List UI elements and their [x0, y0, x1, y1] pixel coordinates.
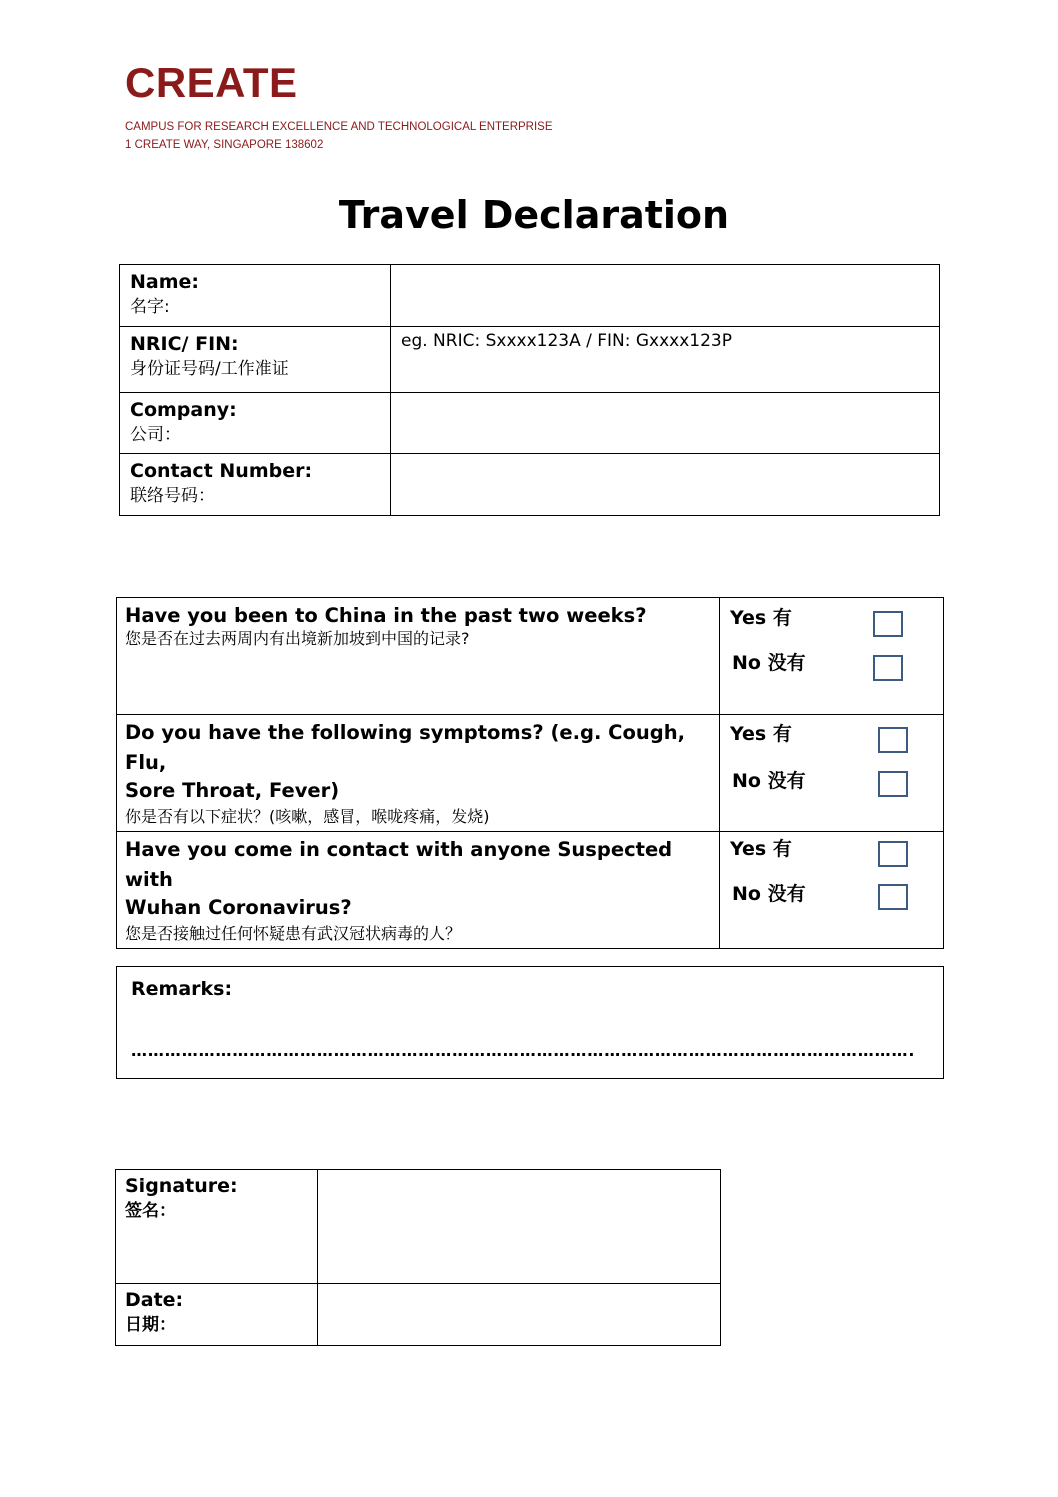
remarks-dotted-line: ………………………………………………………………………………………………………………………….: [131, 1041, 916, 1060]
question-text-zh: 您是否接触过任何怀疑患有武汉冠状病毒的人？: [125, 923, 462, 943]
date-label-cell: [116, 1284, 318, 1346]
no-label: No 没有: [732, 883, 806, 905]
question-text-zh: 你是否有以下症状？(咳嗽，感冒，喉咙疼痛，发烧): [125, 806, 490, 826]
name-label: Name:: [130, 271, 200, 293]
date-label-zh: 日期：: [125, 1314, 176, 1335]
contact-number-label-zh: 联络号码：: [130, 485, 215, 506]
question-symptoms: [117, 715, 720, 832]
company-label-zh: 公司：: [130, 424, 181, 445]
question-row-contact-suspected: [117, 832, 944, 949]
personal-info-table: [119, 264, 940, 516]
question-text: Have you come in contact with anyone Suspected with: [125, 838, 673, 892]
signature-table: [115, 1169, 721, 1346]
nric-label-cell: [120, 327, 391, 393]
remarks-box[interactable]: [116, 966, 944, 1079]
date-row: [116, 1284, 721, 1346]
company-label-cell: [120, 393, 391, 454]
signature-label-zh: 签名：: [125, 1200, 176, 1221]
name-label-cell: [120, 265, 391, 327]
nric-label: NRIC/ FIN:: [130, 333, 239, 355]
answer-cell-contact-suspected: [720, 832, 944, 949]
signature-label-cell: [116, 1170, 318, 1284]
organization-address: 1 CREATE WAY, SINGAPORE 138602: [125, 139, 324, 151]
no-checkbox[interactable]: [878, 884, 908, 910]
no-checkbox[interactable]: [878, 771, 908, 797]
question-text-zh: 您是否在过去两周内有出境新加坡到中国的记录?: [125, 629, 470, 649]
yes-checkbox[interactable]: [878, 841, 908, 867]
yes-label: Yes 有: [730, 607, 792, 629]
no-label: No 没有: [732, 770, 806, 792]
remarks-label: Remarks:: [131, 978, 233, 1000]
signature-row: [116, 1170, 721, 1284]
date-label: Date:: [125, 1289, 184, 1311]
contact-number-field[interactable]: [391, 454, 940, 516]
question-text-line2: Sore Throat, Fever): [125, 779, 340, 803]
nric-field[interactable]: eg. NRIC: Sxxxx123A / FIN: Gxxxx123P: [391, 327, 940, 393]
company-label: Company:: [130, 399, 237, 421]
question-text: Have you been to China in the past two weeks?: [125, 604, 647, 627]
organization-name: CAMPUS FOR RESEARCH EXCELLENCE AND TECHNOLOGICAL ENTERPRISE: [125, 121, 553, 133]
page-title: Travel Declaration: [338, 193, 730, 237]
no-label: No 没有: [732, 652, 806, 674]
answer-cell-china-travel: [720, 598, 944, 715]
signature-field[interactable]: [318, 1170, 721, 1284]
yes-label: Yes 有: [730, 723, 792, 745]
yes-checkbox[interactable]: [873, 611, 903, 637]
name-field[interactable]: [391, 265, 940, 327]
yes-label: Yes 有: [730, 838, 792, 860]
contact-number-label: Contact Number:: [130, 460, 313, 482]
create-logo: CREATE: [125, 59, 298, 106]
no-checkbox[interactable]: [873, 655, 903, 681]
answer-cell-symptoms: [720, 715, 944, 832]
contact-label-cell: [120, 454, 391, 516]
info-row-name: [120, 265, 940, 327]
company-field[interactable]: [391, 393, 940, 454]
info-row-nric: [120, 327, 940, 393]
health-questions-table: [116, 597, 944, 949]
question-text-line2: Wuhan Coronavirus?: [125, 896, 352, 920]
nric-label-zh: 身份证号码/工作准证: [130, 358, 289, 379]
signature-label: Signature:: [125, 1175, 238, 1197]
yes-checkbox[interactable]: [878, 727, 908, 753]
date-field[interactable]: [318, 1284, 721, 1346]
question-row-symptoms: [117, 715, 944, 832]
question-row-china-travel: [117, 598, 944, 715]
info-row-company: [120, 393, 940, 454]
info-row-contact: [120, 454, 940, 516]
question-text: Do you have the following symptoms? (e.g. Cough, Flu,: [125, 721, 685, 775]
question-china-travel: [117, 598, 720, 715]
name-label-zh: 名字:: [130, 296, 170, 317]
question-contact-suspected: [117, 832, 720, 949]
